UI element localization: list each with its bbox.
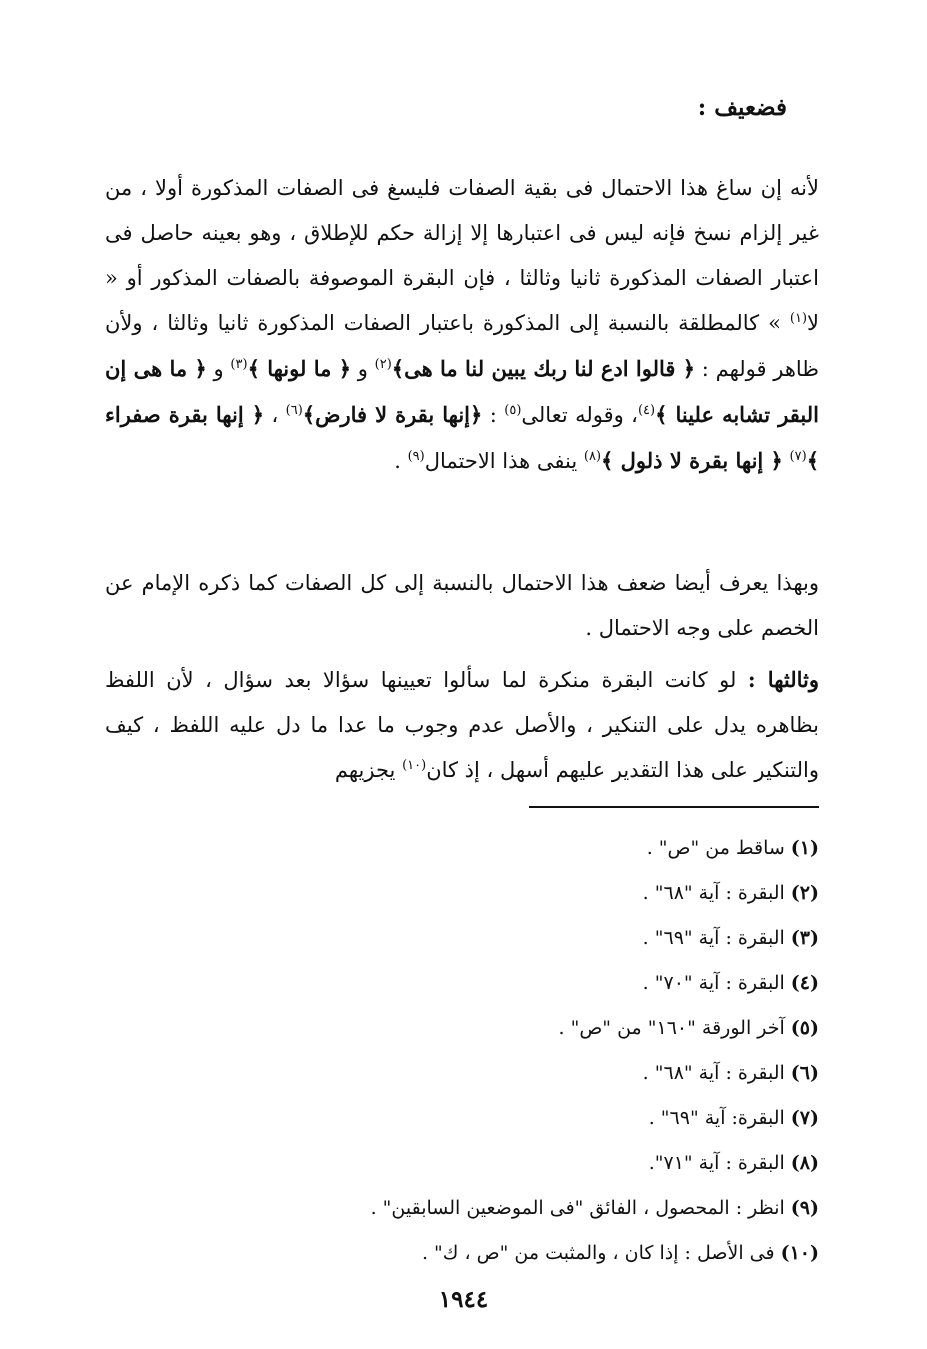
- paragraph-text: يجزيهم: [334, 758, 403, 782]
- footnote-ref[interactable]: (٩): [407, 449, 425, 464]
- footnote-item: [105, 916, 819, 961]
- footnote-item: [105, 1141, 819, 1186]
- quran-quote: ﴿إنها بقرة لا فارض﴾: [302, 402, 483, 427]
- footnote-number: (٧): [790, 1107, 819, 1129]
- footnote-text: البقرة : آية "٦٩" .: [642, 927, 785, 949]
- footnote-item: [105, 1096, 819, 1141]
- footnote-number: (٣): [790, 927, 819, 949]
- footnote-item: [105, 1231, 819, 1276]
- paragraph-text: لأنه إن ساغ هذا الاحتمال فى بقية الصفات فليسغ فى الصفات المذكورة أولا ، من غير إلزام نسخ فإنه ليس فى اعتبارها إلا إزالة حكم للإطلاق ، وهو بعينه حاصل فى اعتبار الصفات المذكورة ثانيا وثالثا ، فإن البقرة الموصوفة بالصفات المذكور أو « لا: [105, 176, 819, 335]
- footnote-number: (١٠): [780, 1242, 819, 1264]
- footnote-item: [105, 1006, 819, 1051]
- footnote-number: (٢): [790, 882, 819, 904]
- footnote-text: البقرة : آية "٦٨" .: [642, 882, 785, 904]
- footnote-ref[interactable]: (٤): [637, 403, 656, 418]
- paragraph-text: :: [482, 403, 505, 427]
- footnotes-list: [105, 826, 819, 1276]
- footnote-ref[interactable]: (١٠): [402, 758, 427, 773]
- footnote-text: البقرة: آية "٦٩" .: [648, 1107, 785, 1129]
- page-number: ١٩٤٤: [438, 1286, 489, 1313]
- footnote-text: آخر الورقة "١٦٠" من "ص" .: [558, 1017, 785, 1039]
- footnote-text: البقرة : آية "٧١".: [648, 1152, 785, 1174]
- footnote-ref[interactable]: (٦): [285, 403, 303, 418]
- footnote-ref[interactable]: (٣): [230, 357, 248, 372]
- paragraph-third: [105, 657, 819, 793]
- footnote-number: (٩): [790, 1197, 819, 1219]
- footnote-number: (٤): [790, 972, 819, 994]
- quran-quote: ﴿ قالوا ادع لنا ربك يبين لنا ما هى﴾: [391, 356, 696, 381]
- footnote-ref[interactable]: (٥): [504, 403, 522, 418]
- footnote-item: [105, 961, 819, 1006]
- footnote-ref[interactable]: (٨): [583, 449, 602, 464]
- paragraph-text: ، وقوله تعالى: [521, 403, 638, 427]
- footnote-ref[interactable]: (١): [789, 311, 808, 326]
- footnote-item: [105, 871, 819, 916]
- footnote-text: ساقط من "ص" .: [646, 837, 785, 859]
- paragraph-text: » كالمطلقة بالنسبة إلى المذكورة باعتبار الصفات المذكورة ثانيا وثالثا ، ولأن ظاهر قولهم :: [105, 311, 820, 381]
- footnote-text: انظر : المحصول ، الفائق "فى الموضعين السابقين" .: [370, 1197, 785, 1219]
- paragraph-text: ينفى هذا الاحتمال: [424, 449, 584, 473]
- paragraph-text: لو كانت البقرة منكرة لما سألوا تعيينها سؤالا بعد سؤال ، لأن اللفظ بظاهره يدل على التنكير ، والأصل عدم وجوب ما عدا ما دل عليه اللفظ ، كيف والتنكير على هذا التقدير عليهم أسهل ، إذ كان: [105, 668, 819, 782]
- footnote-number: (٨): [790, 1152, 819, 1174]
- paragraph-text: .: [394, 449, 408, 473]
- footnote-number: (١): [790, 837, 819, 859]
- paragraph-text: و: [351, 357, 375, 381]
- quran-quote: ﴿ إنها بقرة صفراء ﴾: [105, 402, 819, 473]
- footnote-item: [105, 1186, 819, 1231]
- footnote-separator: [529, 806, 819, 808]
- section-heading: فضعيف :: [697, 94, 787, 121]
- paragraph-first: [105, 166, 819, 484]
- footnote-ref[interactable]: (٢): [374, 357, 392, 372]
- run-in-heading: وثالثها :: [747, 667, 819, 692]
- paragraph-text: و: [206, 357, 231, 381]
- quran-quote: ﴿ إنها بقرة لا ذلول ﴾: [601, 448, 783, 473]
- footnote-item: [105, 1051, 819, 1096]
- quran-quote: ﴿ ما لونها ﴾: [247, 356, 352, 381]
- footnote-number: (٦): [790, 1062, 819, 1084]
- footnote-ref[interactable]: (٧): [789, 449, 807, 464]
- footnote-text: فى الأصل : إذا كان ، والمثبت من "ص ، ك" .: [421, 1242, 775, 1264]
- footnote-item: [105, 826, 819, 871]
- footnote-number: (٥): [790, 1017, 819, 1039]
- paragraph-text: [783, 449, 790, 473]
- quran-quote: ﴿ ما هى إن البقر تشابه علينا ﴾: [105, 356, 819, 427]
- paragraph-second: وبهذا يعرف أيضا ضعف هذا الاحتمال بالنسبة إلى كل الصفات كما ذكره الإمام عن الخصم على وجه الاحتمال .: [105, 571, 819, 640]
- footnote-text: البقرة : آية "٦٨" .: [642, 1062, 785, 1084]
- paragraph-text: ،: [264, 403, 286, 427]
- footnote-text: البقرة : آية "٧٠" .: [642, 972, 785, 994]
